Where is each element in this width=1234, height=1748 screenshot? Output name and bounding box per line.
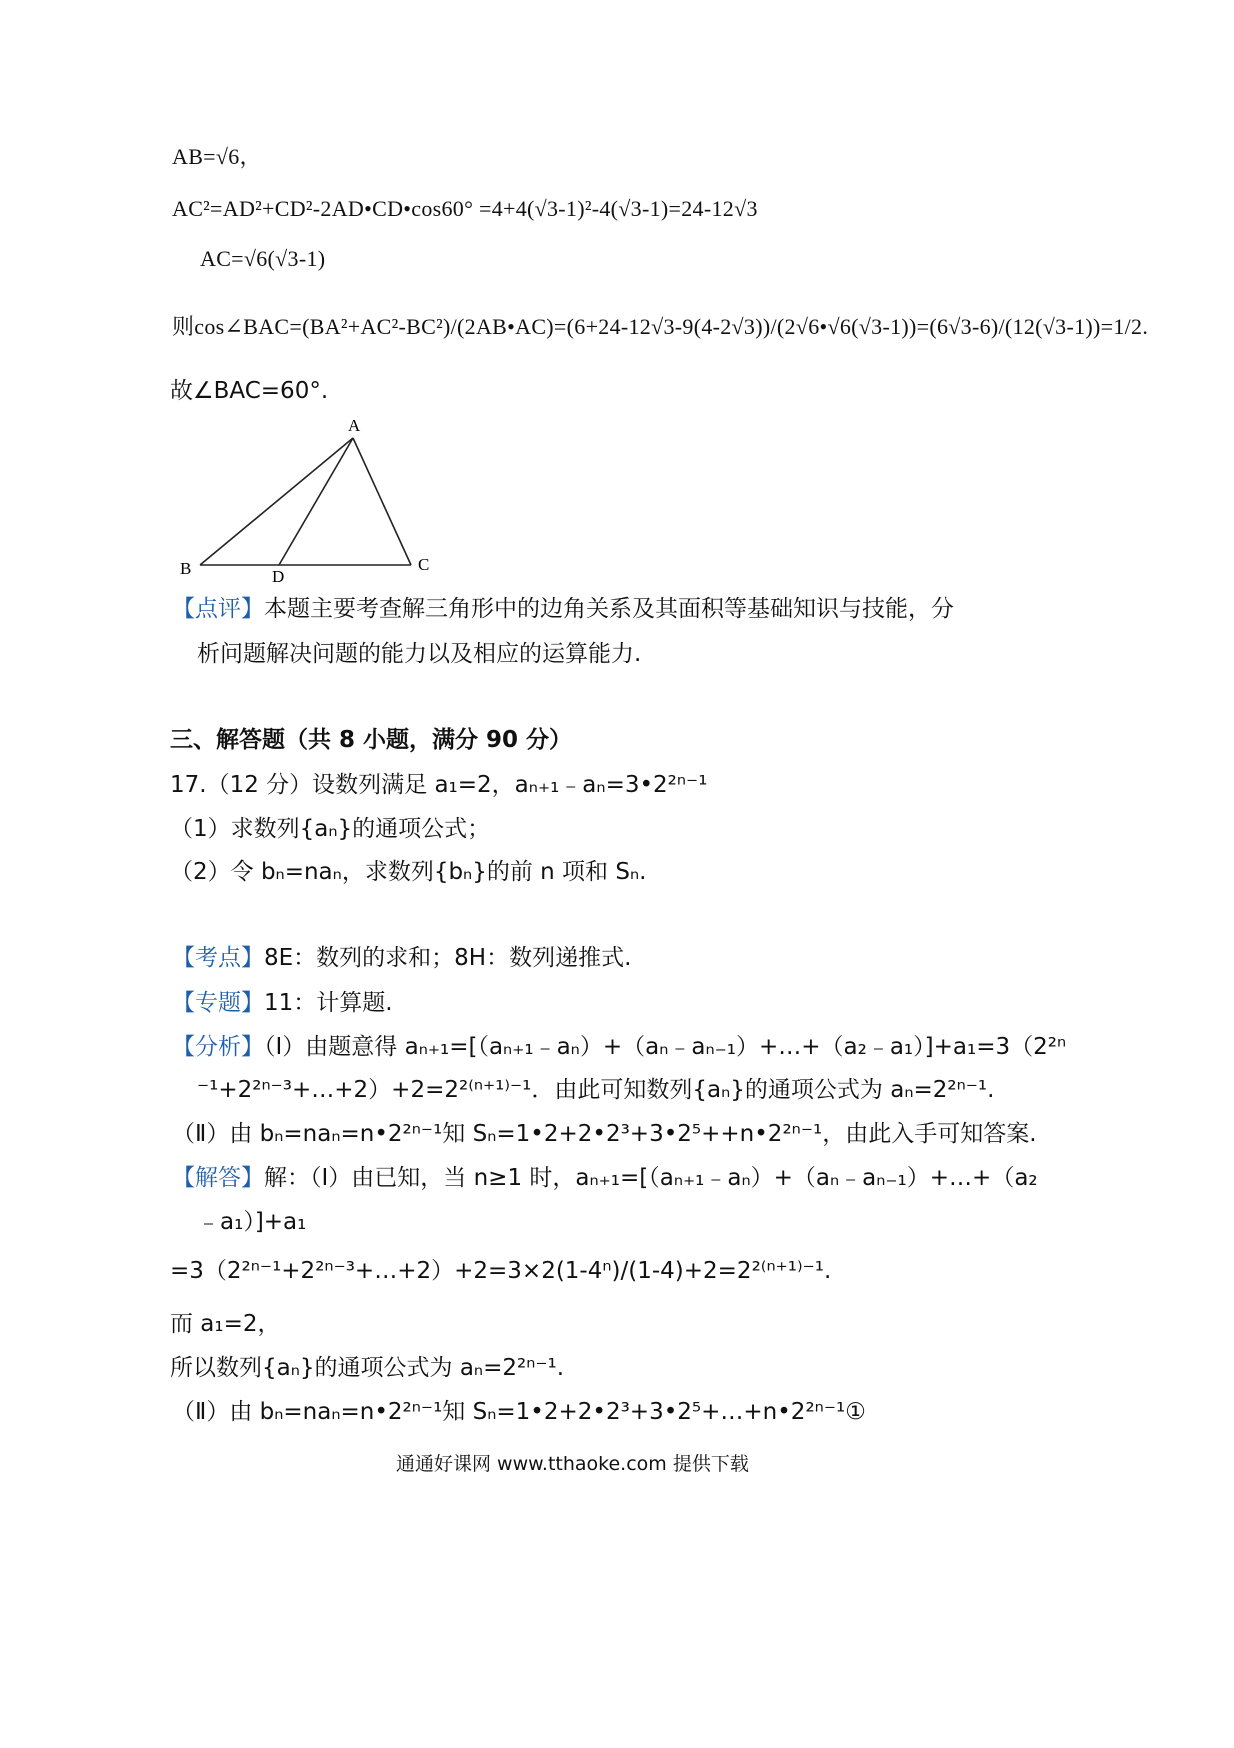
jieda-text-4: 而 a₁=2， <box>170 1311 281 1337</box>
jieda-line-3 <box>170 1258 831 1286</box>
triangle-figure <box>170 414 470 584</box>
jieda-line-1 <box>172 1165 1038 1193</box>
comment-text-1: 本题主要考查解三角形中的边角关系及其面积等基础知识与技能，分 <box>264 596 954 622</box>
problem-part-2 <box>170 859 646 887</box>
side-ab <box>200 438 353 565</box>
point-label-d: D <box>272 567 285 584</box>
problem-statement-text: 17.（12 分）设数列满足 a₁=2，aₙ₊₁﹣aₙ=3•2²ⁿ⁻¹ <box>170 772 708 798</box>
fenxi-line-2 <box>197 1077 994 1105</box>
page-footer <box>396 1453 749 1476</box>
jieda-line-4 <box>170 1311 281 1339</box>
vertex-label-a: A <box>348 416 361 435</box>
zhuanti-tag: 【专题】 <box>172 990 264 1016</box>
fenxi-text-1: （Ⅰ）由题意得 aₙ₊₁=[（aₙ₊₁﹣aₙ）+（aₙ﹣aₙ₋₁）+…+（a₂﹣a₁）]+a₁=3（2²ⁿ <box>264 1034 1067 1060</box>
kaodian-text: 8E：数列的求和；8H：数列递推式. <box>264 945 632 971</box>
segment-ad <box>279 438 353 565</box>
line-conclusion-text: 故∠BAC=60°. <box>170 378 329 404</box>
line-cos-bac <box>172 314 1148 340</box>
problem-part-1-text: （1）求数列{aₙ}的通项公式； <box>170 816 491 842</box>
jieda-text-2: ﹣a₁）]+a₁ <box>197 1209 307 1235</box>
jieda-line-5 <box>170 1355 564 1383</box>
comment-line-1 <box>172 596 954 624</box>
jieda-text-3: =3（2²ⁿ⁻¹+2²ⁿ⁻³+…+2）+2=3×2(1-4ⁿ)/(1-4)+2=2²⁽ⁿ⁺¹⁾⁻¹. <box>170 1258 832 1284</box>
fenxi-text-3: （Ⅱ）由 bₙ=naₙ=n•2²ⁿ⁻¹知 Sₙ=1•2+2•2³+3•2⁵++n•2²ⁿ⁻¹，由此入手可知答案. <box>172 1121 1037 1147</box>
jieda-line-2 <box>197 1209 306 1237</box>
jieda-text-5: 所以数列{aₙ}的通项公式为 aₙ=2²ⁿ⁻¹. <box>170 1355 565 1381</box>
fenxi-text-2: ⁻¹+2²ⁿ⁻³+…+2）+2=2²⁽ⁿ⁺¹⁾⁻¹．由此可知数列{aₙ}的通项公式为 aₙ=2²ⁿ⁻¹. <box>197 1077 995 1103</box>
line-cos-bac-text: 则cos∠BAC=(BA²+AC²-BC²)/(2AB•AC)=(6+24-12√3-9(4-2√3))/(2√6•√6(√3-1))=(6√3-6)/(12(√3-1))=1/2. <box>172 314 1149 339</box>
line-conclusion <box>170 378 328 406</box>
line-ac-squared-text: AC²=AD²+CD²-2AD•CD•cos60° =4+4(√3-1)²-4(√3-1)=24-12√3 <box>172 196 758 221</box>
section-title <box>170 727 572 755</box>
jieda-tag: 【解答】 <box>172 1165 264 1191</box>
fenxi-tag: 【分析】 <box>172 1034 264 1060</box>
jieda-text-6: （Ⅱ）由 bₙ=naₙ=n•2²ⁿ⁻¹知 Sₙ=1•2+2•2³+3•2⁵+…+n•2²ⁿ⁻¹① <box>172 1399 866 1425</box>
comment-text-2: 析问题解决问题的能力以及相应的运算能力. <box>197 641 642 667</box>
line-ac-text: AC=√6(√3-1) <box>200 246 326 271</box>
vertex-label-c: C <box>418 555 430 574</box>
kaodian-tag: 【考点】 <box>172 945 264 971</box>
line-ab <box>172 144 262 170</box>
zhuanti-line <box>172 990 393 1018</box>
kaodian-line <box>172 945 631 973</box>
comment-tag: 【点评】 <box>172 596 264 622</box>
problem-part-1 <box>170 816 490 844</box>
footer-text: 通通好课网 www.tthaoke.com 提供下载 <box>396 1453 749 1475</box>
line-ab-text: AB=√6， <box>172 144 262 169</box>
fenxi-line-3 <box>172 1121 1037 1149</box>
problem-part-2-text: （2）令 bₙ=naₙ，求数列{bₙ}的前 n 项和 Sₙ. <box>170 859 647 885</box>
line-ac-squared <box>172 196 758 222</box>
jieda-line-6 <box>172 1399 866 1427</box>
section-title-text: 三、解答题（共 8 小题，满分 90 分） <box>170 727 573 753</box>
problem-statement <box>170 772 707 800</box>
jieda-text-1: 解：（Ⅰ）由已知，当 n≥1 时，aₙ₊₁=[（aₙ₊₁﹣aₙ）+（aₙ﹣aₙ₋₁）+…+（a₂ <box>264 1165 1038 1191</box>
side-ac <box>353 438 411 565</box>
line-ac <box>200 246 325 272</box>
zhuanti-text: 11：计算题. <box>264 990 393 1016</box>
vertex-label-b: B <box>180 559 192 578</box>
comment-line-2 <box>197 641 641 669</box>
fenxi-line-1 <box>172 1034 1066 1062</box>
